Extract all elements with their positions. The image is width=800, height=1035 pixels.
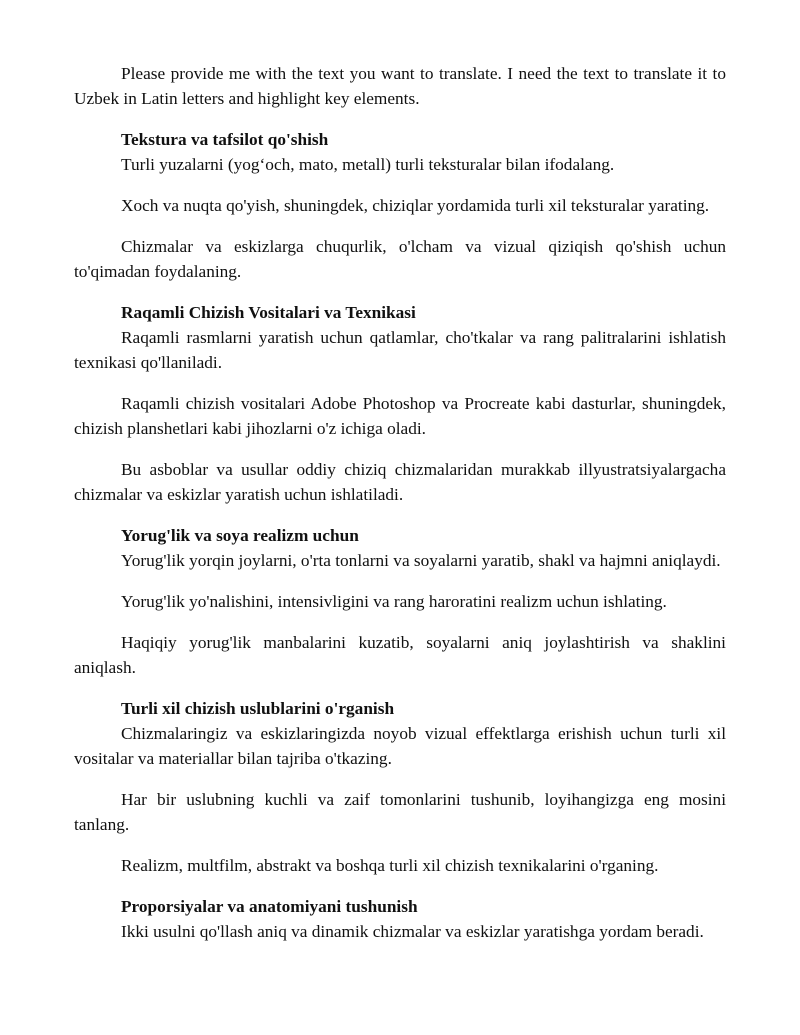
paragraph: Realizm, multfilm, abstrakt va boshqa turli xil chizish texnikalarini o'rganing.: [121, 856, 659, 875]
paragraph: Haqiqiy yorug'lik manbalarini kuzatib, soyalarni aniq joylashtirish va shaklini aniqlash.: [74, 633, 726, 677]
paragraph: Raqamli chizish vositalari Adobe Photoshop va Procreate kabi dasturlar, shuningdek, chizish planshetlari kabi jihozlarni o'z ichiga oladi.: [74, 394, 726, 438]
section-drawing-styles: [74, 696, 726, 878]
paragraph: Yorug'lik yo'nalishini, intensivligini va rang haroratini realizm uchun ishlating.: [121, 592, 667, 611]
paragraph: Chizmalar va eskizlarga chuqurlik, o'lcham va vizual qiziqish qo'shish uchun to'qimadan foydalaning.: [74, 237, 726, 281]
section-proportions-anatomy: [74, 894, 726, 944]
paragraph: Chizmalaringiz va eskizlaringizda noyob vizual effektlarga erishish uchun turli xil vositalar va materiallar bilan tajriba o'tkazing.: [74, 724, 726, 768]
section-heading: Yorug'lik va soya realizm uchun: [121, 526, 359, 545]
paragraph: Xoch va nuqta qo'yish, shuningdek, chiziqlar yordamida turli xil teksturalar yarating.: [121, 196, 710, 215]
paragraph: Har bir uslubning kuchli va zaif tomonlarini tushunib, loyihangizga eng mosini tanlang.: [74, 790, 726, 834]
section-texture: [74, 127, 726, 284]
document-page: [74, 61, 726, 960]
section-light-shadow: [74, 523, 726, 680]
paragraph: Raqamli rasmlarni yaratish uchun qatlamlar, cho'tkalar va rang palitralarini ishlatish texnikasi qo'llaniladi.: [74, 328, 726, 372]
paragraph: Bu asboblar va usullar oddiy chiziq chizmalaridan murakkab illyustratsiyalargacha chizmalar va eskizlar yaratish uchun ishlatiladi.: [74, 460, 726, 504]
section-digital-drawing: [74, 300, 726, 507]
paragraph: Yorug'lik yorqin joylarni, o'rta tonlarni va soyalarni yaratib, shakl va hajmni aniqlaydi.: [121, 551, 721, 570]
intro-paragraph: Please provide me with the text you want to translate. I need the text to translate it to Uzbek in Latin letters and highlight key elements.: [74, 64, 726, 108]
section-heading: Raqamli Chizish Vositalari va Texnikasi: [121, 303, 416, 322]
section-heading: Turli xil chizish uslublarini o'rganish: [121, 699, 395, 718]
section-heading: Tekstura va tafsilot qo'shish: [121, 130, 329, 149]
paragraph: Turli yuzalarni (yog‘och, mato, metall) turli teksturalar bilan ifodalang.: [121, 155, 615, 174]
paragraph: Ikki usulni qo'llash aniq va dinamik chizmalar va eskizlar yaratishga yordam beradi.: [121, 922, 704, 941]
section-heading: Proporsiyalar va anatomiyani tushunish: [121, 897, 418, 916]
